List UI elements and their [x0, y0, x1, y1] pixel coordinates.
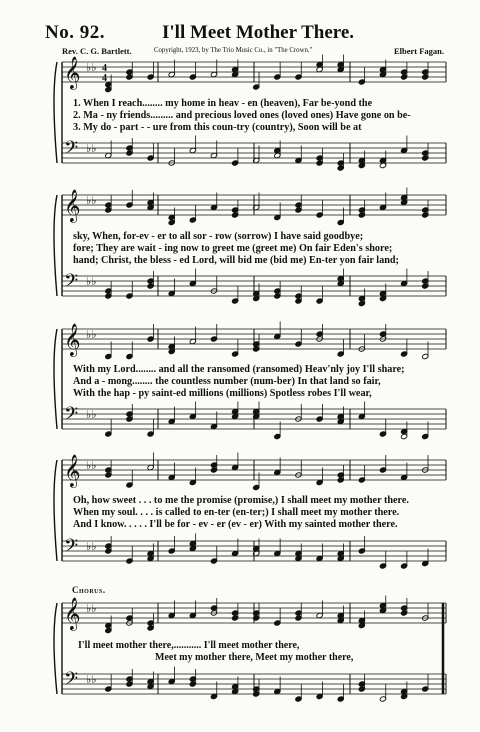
lyric-line: 2. Ma - ny friends......... and precious loved ones (loved ones) Have gone on be-	[73, 110, 411, 121]
key-signature: ♭♭	[86, 540, 97, 553]
lyric-line: When my soul. . . . is called to en-ter (en-ter;) I shall meet my mother there.	[73, 507, 400, 518]
system-brace	[54, 603, 57, 694]
chorus-lyric-line: Meet my mother there, Meet my mother there,	[155, 652, 354, 663]
time-signature: 4	[102, 63, 107, 74]
bass-clef: 𝄢	[64, 536, 79, 561]
lyric-line: 1. When I reach........ my home in heav - en (heaven), Far be-yond the	[73, 98, 373, 109]
copyright-notice: Copyright, 1923, by The Trio Music Co., in "The Crown."	[154, 47, 313, 54]
lyric-line: 3. My do - part - - ure from this coun-try (country), Soon will be at	[73, 122, 362, 133]
key-signature: ♭♭	[86, 61, 97, 74]
bass-clef: 𝄢	[64, 138, 79, 163]
treble-clef: 𝄞	[64, 189, 81, 222]
lyric-line: With my Lord........ and all the ransomed (ransomed) Heav'nly joy I'll share;	[73, 364, 405, 375]
key-signature: ♭♭	[86, 194, 97, 207]
key-signature: ♭♭	[86, 275, 97, 288]
lyric-line: fore; They are wait - ing now to greet me (greet me) On fair Eden's shore;	[73, 243, 393, 254]
key-signature: ♭♭	[86, 673, 97, 686]
treble-clef: 𝄞	[64, 454, 81, 487]
system-brace	[54, 460, 57, 561]
key-signature: ♭♭	[86, 142, 97, 155]
composer-credit: Elbert Fagan.	[393, 46, 444, 56]
key-signature: ♭♭	[86, 459, 97, 472]
key-signature: ♭♭	[86, 328, 97, 341]
key-signature: ♭♭	[86, 602, 97, 615]
treble-clef: 𝄞	[64, 323, 81, 356]
lyric-line: And a - mong........ the countless number (num-ber) In that land so fair,	[73, 376, 381, 387]
author-credit: Rev. C. G. Bartlett.	[62, 46, 132, 56]
time-signature: 4	[102, 73, 107, 84]
bass-clef: 𝄢	[64, 669, 79, 694]
hymn-number: No. 92.	[45, 22, 105, 43]
system-brace	[54, 195, 57, 296]
hymn-title: I'll Meet Mother There.	[162, 22, 355, 43]
system-brace	[54, 329, 57, 429]
chorus-label: Chorus.	[72, 585, 106, 595]
chorus-lyric-line: I'll meet mother there,........... I'll meet mother there,	[78, 640, 300, 651]
treble-clef: 𝄞	[64, 597, 81, 630]
system-brace	[54, 62, 57, 163]
lyric-line: With the hap - py saint-ed millions (millions) Spotless robes I'll wear,	[73, 388, 372, 399]
lyric-line: sky, When, for-ev - er to all sor - row (sorrow) I have said goodbye;	[73, 231, 364, 242]
lyric-line: And I know. . . . . I'll be for - ev - er (ev - er) With my sainted mother there.	[73, 519, 398, 530]
key-signature: ♭♭	[86, 408, 97, 421]
bass-clef: 𝄢	[64, 404, 79, 429]
lyric-line: hand; Christ, the bless - ed Lord, will bid me (bid me) En-ter yon fair land;	[73, 255, 399, 266]
bass-clef: 𝄢	[64, 271, 79, 296]
lyric-line: Oh, how sweet . . . to me the promise (promise,) I shall meet my mother there.	[73, 495, 409, 506]
treble-clef: 𝄞	[64, 56, 81, 89]
